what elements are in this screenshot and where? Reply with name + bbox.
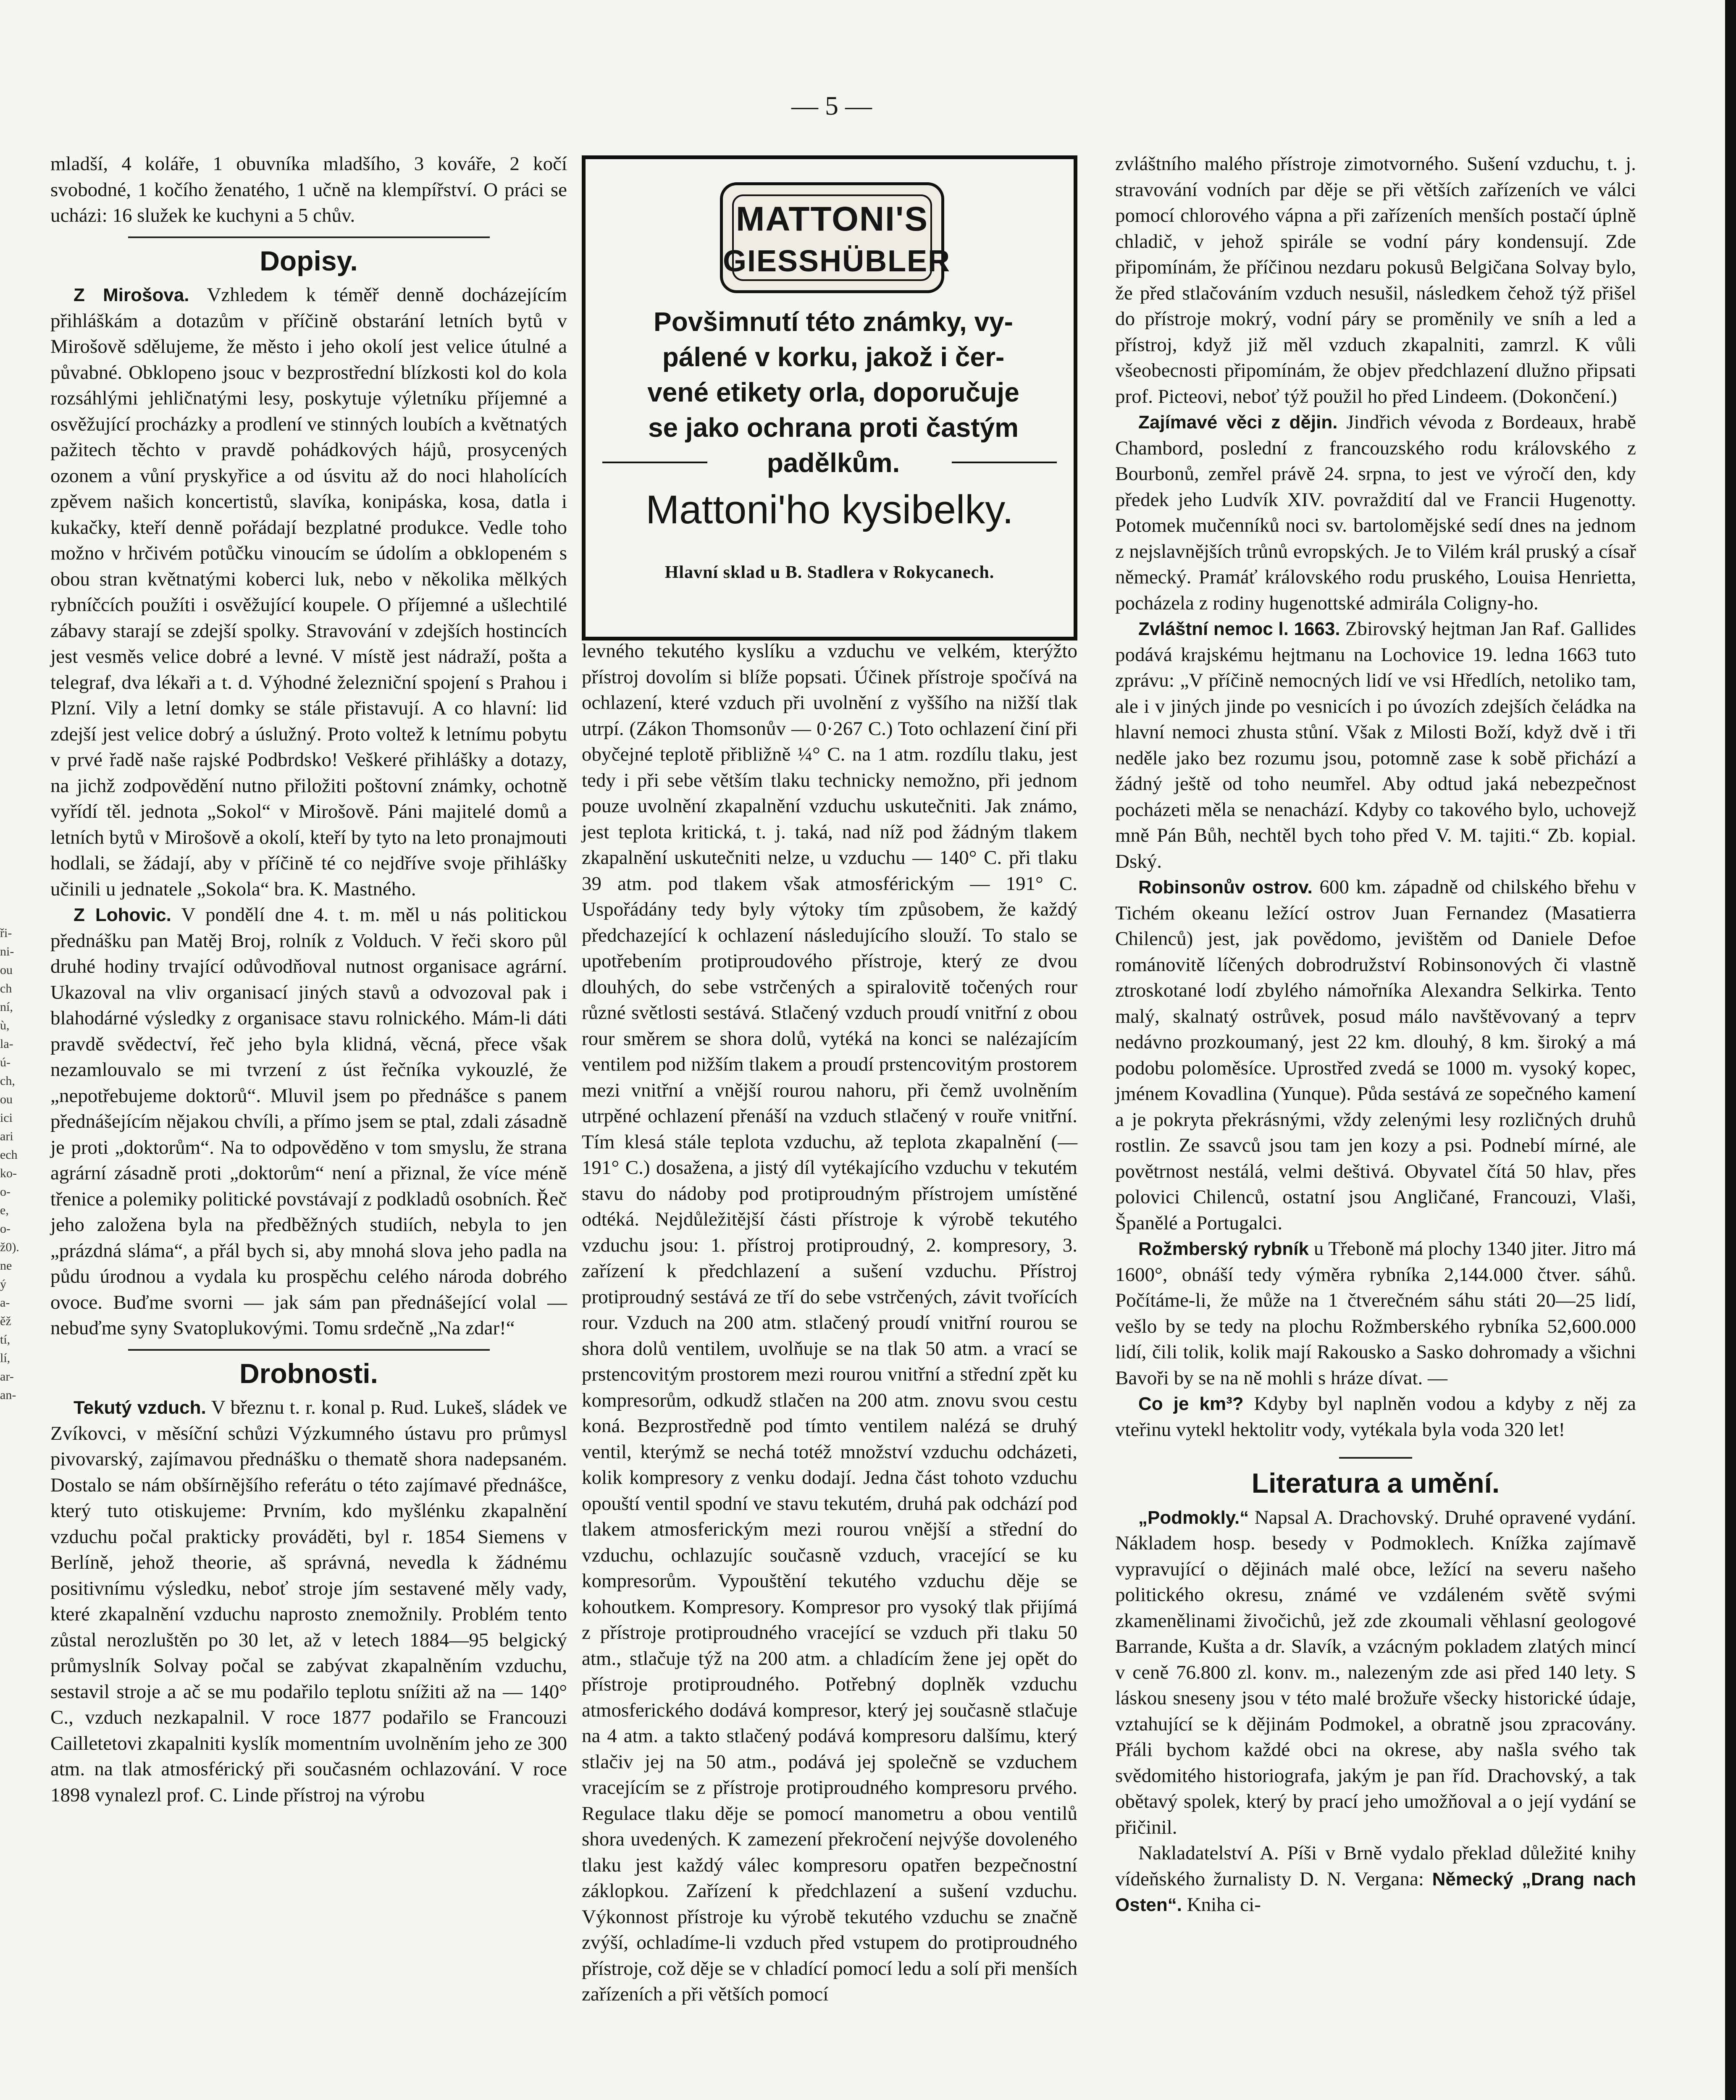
margin-fragment: ý (0, 1277, 6, 1291)
margin-fragment: ou (0, 1092, 13, 1106)
article-dejiny (1115, 410, 1636, 616)
mattoni-advertisement (582, 155, 1077, 640)
cork-logo (720, 182, 951, 293)
margin-fragment: e, (0, 1203, 9, 1217)
margin-fragment: ar- (0, 1370, 14, 1383)
ad-bold-line: pálené v korku, jakož i čer- (662, 342, 1005, 372)
margin-fragment: ou (0, 963, 13, 977)
page-number: — 5 — (791, 91, 872, 121)
article-podmokly (1115, 1505, 1636, 1841)
section-title-literatura: Literatura a umění. (1251, 1467, 1500, 1499)
margin-fragment: la- (0, 1037, 13, 1051)
article-lead: Z Mirošova. (74, 285, 189, 305)
margin-fragment: ú- (0, 1055, 11, 1069)
ad-brand-big: Mattoni'ho kysibelky. (646, 487, 1014, 532)
book-title: Německý „Drang nach Osten“. (1115, 1869, 1636, 1915)
article-lead: Rožmberský rybník (1138, 1239, 1309, 1259)
scan-edge-right (1725, 0, 1736, 2100)
left-margin-fragments (0, 924, 25, 1404)
margin-fragment: a- (0, 1296, 10, 1310)
article-lead: „Podmokly.“ (1138, 1507, 1249, 1528)
divider (1339, 1457, 1412, 1459)
ad-brand-line2: GIESSHÜBLER (723, 244, 951, 278)
col1-intro: mladší, 4 koláře, 1 obuvníka mladšího, 3 kováře, 2 kočí svobodné, 1 kočího ženatého, 1 učně na klempířství. O práci se ucházi: 16 služek ke kuchyni a 5 chův. (50, 153, 567, 226)
margin-fragment: ři- (0, 926, 12, 940)
section-title-drobnosti: Drobnosti. (239, 1357, 378, 1389)
article-lohovice (50, 902, 567, 1341)
margin-fragment: ari (0, 1129, 13, 1143)
col3-intro: zvláštního malého přístroje zimotvorného. Sušení vzduchu, t. j. stravování vodních par děje se při větších zařízeních ve válci pomocí chlorového vápna a při zařízeních menších postačí úplně chladič, v jehož spirále se vodní páry kondensují. Zde připomínám, že příčinou nezdaru pokusů Belgičana Solvay bylo, že před stlačováním vzduch nesušil, následkem čehož týž přišel do přístroje mokrý, vodní páry se proměnily ve sníh a led a přístroj, když již měl vzduch zkapalniti, zamrzl. K vůli všeobecnosti připomínám, že objev předchlazení dlužno připsati prof. Picteovi, neboť týž použil ho před Lindeem. (Dokončení.) (1115, 153, 1636, 407)
ad-rule-right (952, 462, 1057, 463)
article-text: Zbirovský hejtman Jan Raf. Gallides podává krajskému hejtmanu na Lochovice 19. ledna 1663 tuto zprávu: „V příčině nemocných lidí ve vsi Hředlích, netoliko tam, ale i v jiných jinde po vesnicích i po úvozích zdejších čeládka na hlavní nemoci zhusta stůní. Však z Milosti Boží, když dvě i tři neděle jako bez rozumu jsou, potomně zase k sobě přichází a žádný ještě od toho neumřel. Aby odtud jaká nebezpečnost pocházeti měla se nenachází. Kdyby co takového bylo, uchovejž mně Pán Bůh, nechtěl bych toho před V. M. tajiti.“ Zb. kopial. Dský. (1115, 618, 1636, 872)
article-text-tail: Kniha ci- (1187, 1894, 1261, 1916)
margin-fragment: tí, (0, 1333, 11, 1347)
ad-bold-line: Povšimnutí této známky, vy- (654, 307, 1013, 337)
article-km (1115, 1391, 1636, 1443)
article-robinson (1115, 874, 1636, 1236)
article-lead: Robinsonův ostrov. (1138, 877, 1313, 898)
article-lead: Zvláštní nemoc l. 1663. (1138, 619, 1340, 639)
article-text: Nakladatelství A. Píši v Brně vydalo překlad důležité knihy vídeňského žurnalisty D. N. Vergana: (1115, 1842, 1636, 1890)
column-3 (1115, 151, 1636, 1918)
column-1 (50, 151, 567, 1808)
article-text: Napsal A. Drachovský. Druhé opravené vydání. Nákladem hosp. besedy v Podmoklech. Knížka zajímavě vypravující o dějinách malé obce, ležící na severu našeho politického okresu, známé ve vzdáleném světě svými zkamenělinami živočichů, jež zde zkoumali věhlasní geologové Barrande, Kušta a dr. Slavík, a vzácným pokladem zlatých mincí v ceně 76.800 zl. konv. m., nalezeným zde asi před 140 lety. S láskou sneseny jsou v této malé brožuře všecky historické údaje, vztahující se k dějinám Podmokel, a obratně jsou zpracovány. Přáli bychom každé obci na okrese, aby našla svého tak svědomitého historiografa, jakým je pan říd. Drachovský, a tak obětavý spolek, který by prací jeho umožňoval a o její vydání se přičinil. (1115, 1506, 1636, 1838)
margin-fragment: ž0). (0, 1240, 19, 1254)
margin-fragment: o- (0, 1222, 11, 1236)
article-text: Jindřich vévoda z Bordeaux, hrabě Chambord, poslední z francouzského rodu královského z Bourbonů, zemřel právě 24. srpna, to jest ve výročí den, kdy předek jeho Ludvík XIV. povraždití dal ve Francii Hugenotty. Potomek mučenníků noci sv. bartolomějské sedí dnes na jednom z nejslavnějších trůnů evropských. Je to Vilém král pruský a císař německý. Pramáť královského rodu pruského, Louisa Henrietta, pocházela z rodiny hugenottské admirála Coligny-ho. (1115, 411, 1636, 614)
ad-bold-line: se jako ochrana proti častým (648, 412, 1019, 443)
margin-fragment: ne (0, 1259, 12, 1273)
article-text: V pondělí dne 4. t. m. měl u nás politickou přednášku pan Matěj Broj, rolník z Volduch. V řeči skoro půl druhé hodiny trvající odůvodňoval nutnost organisace agrární. Ukazoval na vliv organisací jiných stavů a odvozoval pak i blahodárné výsledky z organisace stavu rolnického. Mám-li dáti pravdě svědectví, řeč jeho byla klidná, věcná, přece však nezamlouvalo se mi tvrzení z úst řečníka vykouzlé, že „nepotřebujeme doktorů“. Mluvil jsem po přednášce s panem přednášejícím nějakou chvíli, a přímo jsem se ptal, zdali zásadně je proti „doktorům“. Na to odpověděno v tom smyslu, že strana agrární zásadně proti „doktorům“ není a přiznal, že více méně třenice a polemiky politické povstávají z podkladů osobních. Řeč jeho založena byla na předběžných studiích, nebyla to jen „prázdná sláma“, a přál bych si, aby mnohá slova jeho padla na půdu úrodnou a vydala ku prospěchu celého národa dobrého ovoce. Buďme svorni — jak sám pan přednášející volal — nebuďme syny Svatoplukovými. Tomu srdečně „Na zdar!“ (50, 904, 567, 1339)
margin-fragment: an- (0, 1388, 16, 1402)
margin-fragment: ni- (0, 945, 14, 958)
article-text: V březnu t. r. konal p. Rud. Lukeš, sládek ve Zvíkovci, v měsíční schůzi Výzkumného ústavu pro průmysl pivovarský, zajímavou přednášku o thematě shora nadepsaném. Dostalo se nám obšírnějšího referátu o této zajímavé přednášce, který tuto otiskujeme: Prvním, kdo myšlénku zkapalnění vzduchu počal prakticky prováděti, byl r. 1854 Siemens v Berlíně, jehož theorie, aš správná, nevedla k žádnému positivnímu výsledku, neboť stroje jím sestavené měly vady, které zkapalnění vzduchu naprosto znemožnily. Problém tento zůstal nerozluštěn po 30 let, až v letech 1884—95 belgický průmyslník Solvay počal se zabývat zkapalněním vzduchu, sestavil stroje a ač se mu podařilo teplotu snížiti až na — 140° C., vzduch nezkapalnil. V roce 1877 podařilo se Francouzi Cailletetovi zkapalniti kyslík momentním uvolněním jeho ze 300 atm. na tlak atmosférický při současném ochlazování. V roce 1898 vynalezl prof. C. Linde přístroj na výrobu (50, 1396, 567, 1806)
article-text: Kdyby byl naplněn vodou a kdyby z něj za vteřinu vytekl hektolitr vody, vytékala byla voda 320 let! (1115, 1393, 1636, 1441)
margin-fragment: ch (0, 982, 12, 995)
column-2 (582, 638, 1077, 2008)
margin-fragment: ch, (0, 1074, 15, 1088)
margin-fragment: ní, (0, 1000, 13, 1014)
divider (128, 1349, 490, 1351)
article-lead: Zajímavé věci z dějin. (1138, 412, 1338, 433)
article-nemoc (1115, 616, 1636, 874)
article-mirosov (50, 282, 567, 902)
article-lead: Tekutý vzduch. (74, 1397, 206, 1418)
article-rybnik (1115, 1236, 1636, 1391)
margin-fragment: lí, (0, 1351, 11, 1365)
section-title-dopisy: Dopisy. (260, 245, 358, 276)
article-lead: Co je km³? (1138, 1394, 1244, 1414)
ad-rule-left (602, 462, 707, 463)
ad-footer: Hlavní sklad u B. Stadlera v Rokycanech. (664, 563, 995, 582)
article-text: 600 km. západně od chilského břehu v Tichém okeanu ležící ostrov Juan Fernandez (Masatierra Chilenců) jest, jak povědomo, jevištěm od Daniele Defoe románovitě líčených dobrodružství Robinsonových či vlastně ztroskotané lodí zbylého námořníka Alexandra Selkirka. Tento malý, skalnatý ostrůvek, posud málo navštěvovaný a teprv nedávno prozkoumaný, jest 22 km. dlouhý, 8 km. široký a má podobu poloměsíce. Uprostřed zvedá se 1000 m. vysoký kopec, jménem Kovadlina (Yunque). Půda sestává ze sopečného kamení a je pokryta překrásnými, vždy zelenými lesy rozličných druhů rostlin. Ze ssavců jsou tam jen kozy a psi. Podnebí mírné, ale povětrnost nestálá, velmi deštivá. Obyvatel čítá 50 hlav, přes polovici Chilenců, ostatní jsou Angličané, Francouzi, Vlaši, Španělé a Portugalci. (1115, 876, 1636, 1234)
margin-fragment: ici (0, 1111, 13, 1125)
ad-brand-line1: MATTONI'S (735, 200, 929, 238)
margin-fragment: o- (0, 1185, 11, 1199)
ad-bold-line: vené etikety orla, doporučuje (647, 377, 1019, 407)
article-tekuty-vzduch (50, 1395, 567, 1808)
margin-fragment: ù, (0, 1018, 10, 1032)
ad-bold-text (602, 304, 1064, 480)
col2-text: levného tekutého kyslíku a vzduchu ve velkém, kterýžto přístroj dovolím si blíže popsati. Účinek přístroje spočívá na ochlazení, které vzduch při uvolnění z vyššího na nižší tlak utrpí. (Zákon Thomsonův — 0·267 C.) Toto ochlazení činí při obyčejné teplotě přibližně ¼° C. na 1 atm. rozdílu tlaku, jest tedy i při sebe větším tlaku technicky nemožno, při jednom pouze uvolnění zkapalnění vzduchu uskutečniti. Jak známo, jest teplota kritická, t. j. taká, nad níž pod žádným tlakem zkapalnění uskutečniti nelze, u vzduchu — 140° C. při tlaku 39 atm. pod tlakem však atmosférickým — 191° C. Uspořádány tedy byly výtoky tím způsobem, že každý předchazející k ochlazení následujícího slouží. To stalo se upotřebením protiproudového přístroje, který ze dvou dlouhých, do sebe vstrčených a spiralovitě točených rour různé světlosti sestává. Stlačený vzduch proudí vnitřní z obou rour směrem se shora dolů, vytéká na konci se nalézajícím ventilem pod nižším tlakem a proudí prstencovitým prostorem mezi vnitřní a vnější rourou nahoru, při čemž uvolněním utrpěné ochlazení přenáší na vzduch stlačený v rouře vnitřní. Tím klesá stále teplota vzduchu, až teplota zkapalnění (— 191° C.) dosažena, a jistý díl vytékajícího vzduchu v tekutém stavu do nádoby pod protiproudným přístrojem umístěné odtéká. Nejdůležitější části přístroje k výrobě tekutého vzduchu jsou: 1. přístroj protiproudný, 2. kompresory, 3. zařízení k předchlazení a sušení vzduchu. Přístroj protiproudný sestává ze tří do sebe vstrčených, závit tvořících rour. Vzduch na 200 atm. stlačený proudí vnitřní rourou se shora dolů ventilem, uvolňuje se na tlak 50 atm. a vrací se prstencovitým prostorem mezi rourou vnitřní a střední zpět ku kompresorům, odkudž stlačen na 200 atm. znovu svou cestu koná. Bezprostředně pod tímto ventilem nalézá se druhý ventil, kterýmž se nechá totéž množství vzduchu odcházeti, kolik kompresory z venku dodají. Jedna část tohoto vzduchu opouští ventil spodní ve stavu tekutém, druhá pak odchází pod tlakem atmosferickým mezi rourou vnější a střední do vzduchu, ochlazujíc současně vzduch, vracející se ku kompresorům. Vypouštění tekutého vzduchu děje se kohoutkem. Kompresory. Kompresor pro vysoký tlak přijímá z přístroje protiproudného vracející se vzduch při tlaku 50 atm., stlačuje týž na 200 atm. a chladícím žene jej opět do přístroje protiproudného. Potřebný doplněk vzduchu atmosferického dodává kompresor, který jej současně stlačuje na 4 atm. a takto stlačený podává kompresoru dalšímu, který stlačiv jej na 50 atm., podává jej společně se vzduchem vracejícím se z přístroje protiproudného kompresoru prvého. Regulace tlaku děje se pomocí manometru a obou ventilů shora uvedených. K zamezení překročení nejvýše dovoleného tlaku jest každý válec kompresoru opatřen bezpečnostní záklopkou. Zařízení k předchlazení a sušení vzduchu. Výkonnost přístroje ku výrobě tekutého vzduchu se značně zvýší, ochladíme-li vzduch před vstupem do protiproudného přístroje, což děje se v chladící pomocí ledu a solí při menších zařízeních a při větších pomocí (582, 640, 1077, 2005)
margin-fragment: ech (0, 1148, 18, 1162)
divider (128, 236, 490, 238)
ad-bold-line: padělkům. (767, 448, 900, 478)
article-text: Vzhledem k téměř denně docházejícím přihláškám a dotazům v příčině obstarání letních bytů v Mirošově sdělujeme, že město i jeho okolí jest velice útulné a půvabné. Obklopeno jsouc v bezprostřední blízkosti kol do kola rozsáhlými jehličnatými lesy, poskytuje výletníku příjemné a osvěžující procházky a prodlení ve stinných loubích a květnatých pažitech těchto v pravdě pohádkových hájů, prosycených ozonem a vůní pryskyřice a od úsvitu až do noci hlaholících zpěvem našich koncertistů, slavíka, konipáska, kosa, datla i kukačky, kteří denně pořádají bezplatné produkce. Vedle toho možno v hrčivém potůčku vinoucím se údolím a obklopeném s obou stran květnatými koberci luk, nebo v několika mělkých rybníčcích použíti i osvěžující koupele. O příjemné a ušlechtilé zábavy starají se zdejší spolky. Stravování v zdejších hostincích jest vesměs velice dobré a levné. V místě jest nádraží, pošta a telegraf, dva lékaři a t. d. Výhodné železniční spojení s Prahou i Plzní. Vily a letní domky se stále přistavují. A co hlavní: lid zdejší jest velice dobrý a úslužný. Proto voltež k letnímu pobytu v prvé řadě naše rajské Podbrdsko! Veškeré přihlášky a dotazy, na jichž zodpovědění nutno přiložiti poštovní známky, ochotně vyřídí těl. jednota „Sokol“ v Mirošově. Páni majitelé domů a letních bytů v Mirošově a okolí, kteří by tyto na leto pronajmouti hodlali, se žádají, aby v příčině té co nejdříve svoje přihlášky učinili u jednatele „Sokola“ bra. K. Mastného. (50, 284, 567, 900)
margin-fragment: ěž (0, 1314, 11, 1328)
article-lead: Z Lohovic. (74, 905, 171, 925)
article-nakladatelstvi (1115, 1840, 1636, 1918)
margin-fragment: ko- (0, 1166, 17, 1180)
article-text: u Třeboně má plochy 1340 jiter. Jitro má 1600°, obnáší tedy výměra rybníka 2,144.000 čtver. sáhů. Počítáme-li, že může na 1 čtverečném sáhu státi 20—25 lidí, vešlo by se tedy na plochu Rožmberského rybníka 52,600.000 lidí, čili tolik, kolik mají Rakousko a Sasko dohromady a všichni Bavoři by se na ně mohli s hráze dívat. — (1115, 1238, 1636, 1389)
